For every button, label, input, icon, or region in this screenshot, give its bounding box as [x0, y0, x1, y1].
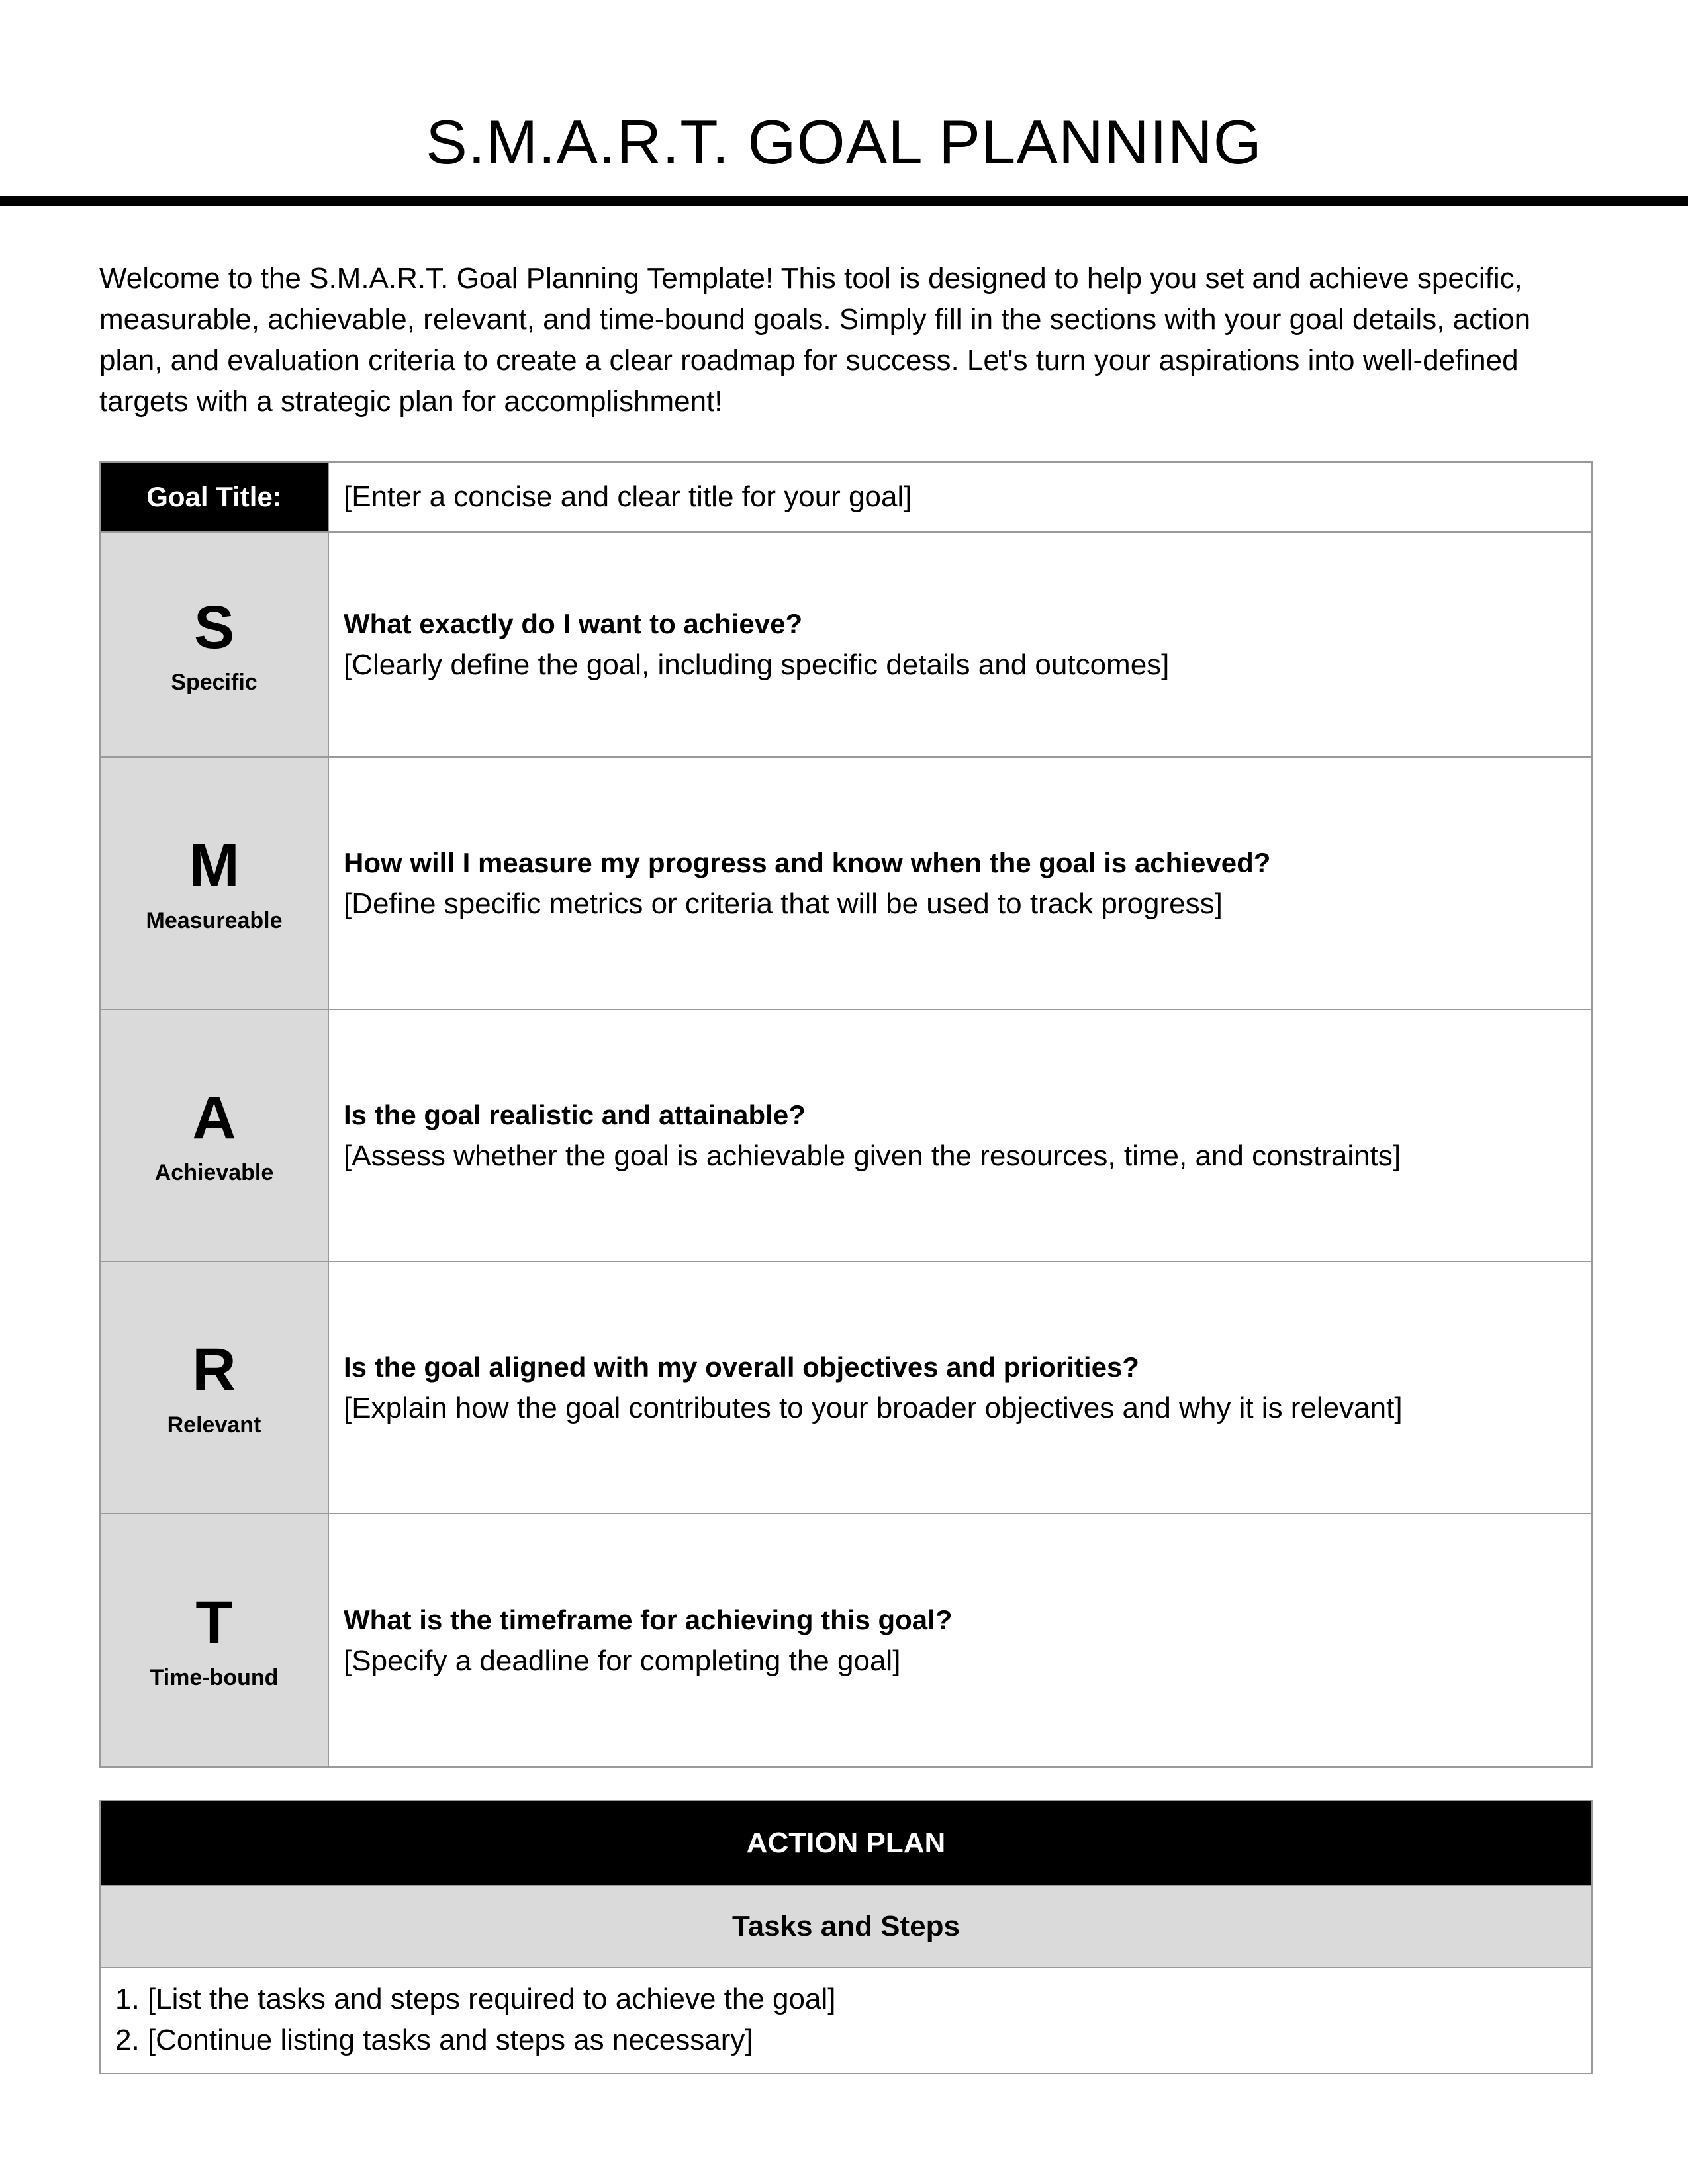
smart-row-achievable	[101, 1010, 1591, 1262]
task-item: 2. [Continue listing tasks and steps as necessary]	[115, 2024, 753, 2056]
smart-answer-field[interactable]	[329, 1262, 1591, 1513]
smart-letter-label: Time-bound	[150, 1665, 279, 1690]
smart-letter: S	[193, 593, 235, 661]
smart-table	[99, 461, 1593, 1768]
smart-letter-label: Relevant	[167, 1412, 261, 1437]
smart-question: Is the goal realistic and attainable?	[344, 1099, 806, 1130]
smart-answer-field[interactable]	[329, 533, 1591, 756]
task-item: 1. [List the tasks and steps required to achieve the goal]	[115, 1983, 836, 2015]
smart-question: What is the timeframe for achieving this goal?	[344, 1604, 953, 1635]
smart-row-relevant	[101, 1262, 1591, 1514]
smart-letter: A	[192, 1084, 236, 1152]
smart-placeholder: [Specify a deadline for completing the goal]	[344, 1644, 901, 1677]
smart-row-measureable	[101, 758, 1591, 1010]
tasks-and-steps-header: Tasks and Steps	[101, 1885, 1591, 1968]
title-divider	[0, 196, 1688, 206]
smart-row-specific	[101, 533, 1591, 758]
smart-letter-label: Specific	[171, 669, 258, 695]
smart-placeholder: [Clearly define the goal, including specific details and outcomes]	[344, 649, 1170, 681]
smart-question: What exactly do I want to achieve?	[344, 608, 803, 639]
smart-answer-field[interactable]	[329, 1010, 1591, 1261]
smart-letter: T	[195, 1589, 233, 1657]
smart-letter-cell	[101, 758, 329, 1009]
smart-row-time-bound	[101, 1514, 1591, 1766]
smart-answer-field[interactable]	[329, 758, 1591, 1009]
goal-title-field[interactable]: [Enter a concise and clear title for your goal]	[344, 480, 912, 513]
smart-letter-label: Achievable	[154, 1160, 274, 1185]
smart-letter-cell	[101, 1010, 329, 1261]
smart-letter-cell	[101, 1514, 329, 1766]
action-plan-header: ACTION PLAN	[101, 1801, 1591, 1885]
smart-placeholder: [Explain how the goal contributes to your broader objectives and why it is relevant]	[344, 1391, 1403, 1424]
smart-placeholder: [Assess whether the goal is achievable given the resources, time, and constraints]	[344, 1139, 1401, 1172]
smart-letter-cell	[101, 1262, 329, 1513]
smart-answer-field[interactable]	[329, 1514, 1591, 1766]
tasks-list-field[interactable]	[101, 1968, 1591, 2073]
action-plan-table	[99, 1800, 1593, 2074]
goal-title-label: Goal Title:	[101, 463, 329, 531]
smart-placeholder: [Define specific metrics or criteria that will be used to track progress]	[344, 887, 1223, 920]
goal-title-row	[101, 463, 1591, 533]
smart-letter-cell	[101, 533, 329, 756]
intro-paragraph: Welcome to the S.M.A.R.T. Goal Planning Template! This tool is designed to help you set and achieve specific, measurable, achievable, relevant, and time-bound goals. Simply fill in the sections with your goal details, action plan, and evaluation criteria to create a clear roadmap for success. Let's turn your aspirations into well-defined targets with a strategic plan for accomplishment!	[99, 262, 1531, 418]
page-title: S.M.A.R.T. GOAL PLANNING	[426, 107, 1262, 177]
smart-question: Is the goal aligned with my overall objectives and priorities?	[344, 1351, 1139, 1383]
smart-letter-label: Measureable	[146, 908, 283, 933]
smart-question: How will I measure my progress and know when the goal is achieved?	[344, 846, 1271, 878]
smart-letter: M	[189, 832, 240, 899]
smart-letter: R	[192, 1336, 236, 1404]
